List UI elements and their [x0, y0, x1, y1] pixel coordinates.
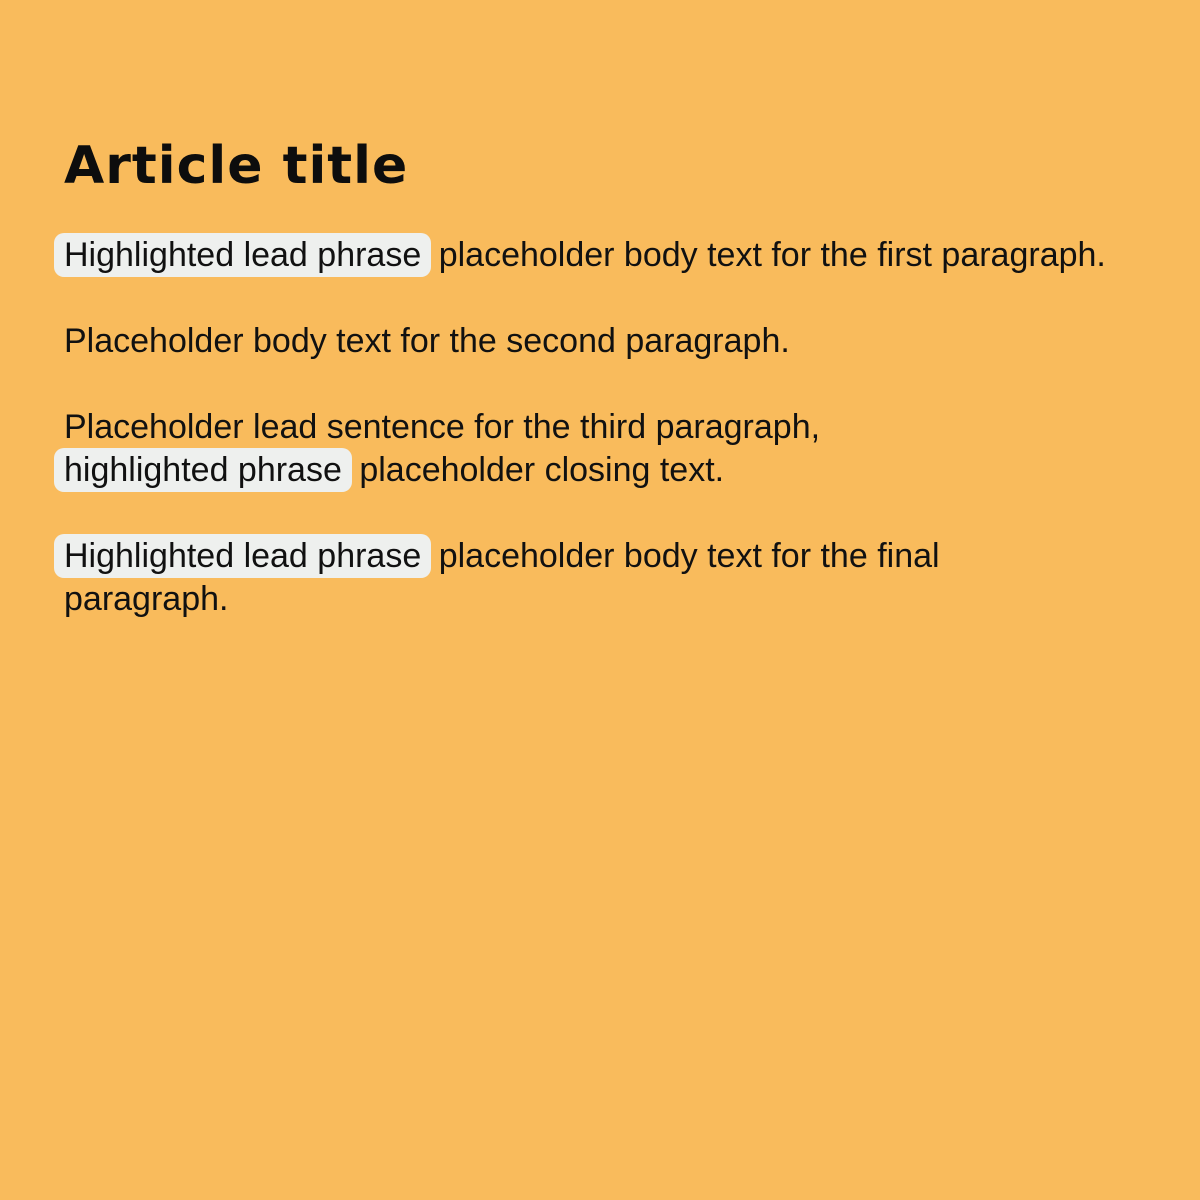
paragraph-recommendation — [64, 535, 1108, 621]
page-title: Article title — [64, 136, 409, 196]
paragraph-prevention — [64, 406, 1108, 492]
paragraph-main-danger — [64, 234, 1108, 277]
paragraph-text: placeholder closing text. — [349, 451, 725, 489]
paragraph-text: Placeholder body text for the second paragraph. — [64, 322, 790, 360]
highlighted-phrase: highlighted phrase — [54, 448, 352, 492]
paragraph-diseases — [64, 320, 1108, 363]
paragraph-text: placeholder body text for the final paragraph. — [64, 537, 940, 618]
paragraph-text: placeholder body text for the first paragraph. — [429, 236, 1106, 274]
paragraph-lead-text: Placeholder lead sentence for the third paragraph, — [64, 408, 821, 446]
highlighted-phrase: Highlighted lead phrase — [54, 534, 431, 578]
highlighted-phrase: Highlighted lead phrase — [54, 233, 431, 277]
